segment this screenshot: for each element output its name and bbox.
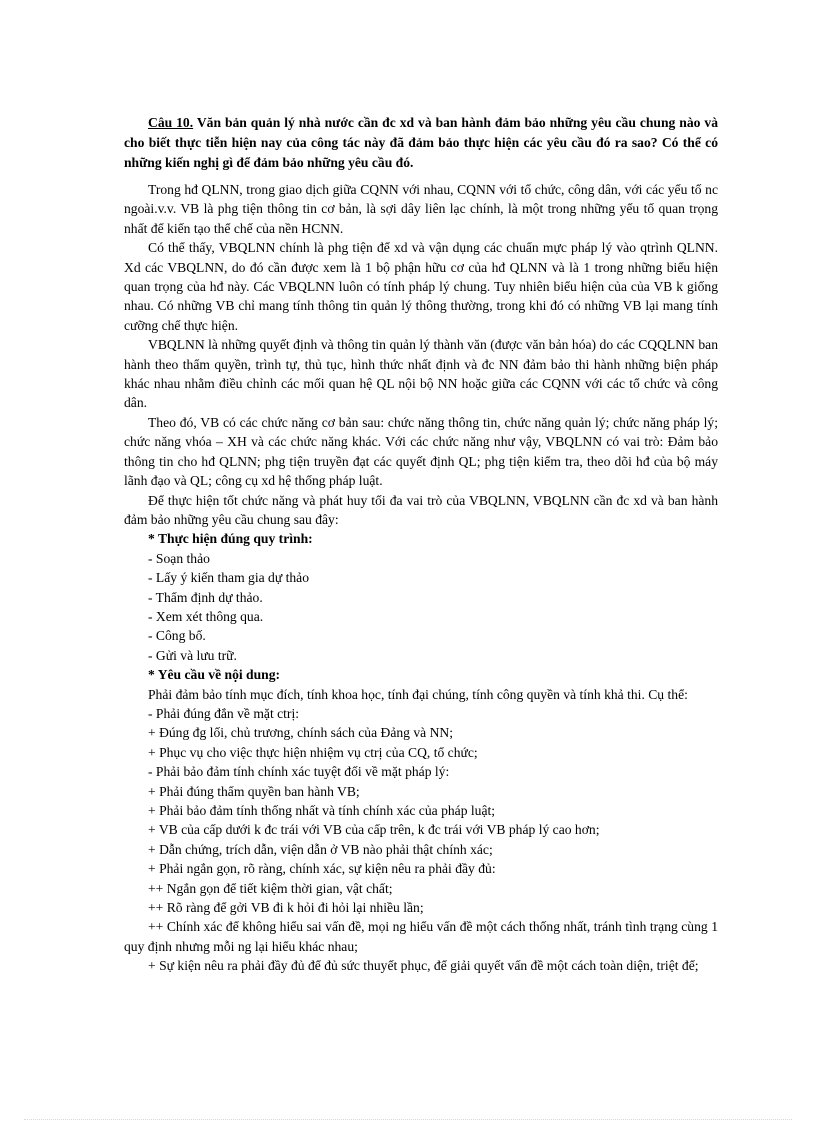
list-item: - Gửi và lưu trữ. bbox=[148, 647, 237, 663]
list-item: + VB của cấp dưới k đc trái với VB của cấp trên, k đc trái với VB pháp lý cao hơn; bbox=[148, 822, 600, 838]
list-item: + Phục vụ cho việc thực hiện nhiệm vụ ctrị của CQ, tổ chức; bbox=[148, 744, 478, 760]
paragraph-8: + Sự kiện nêu ra phải đầy đủ để đủ sức thuyết phục, để giải quyết vấn đề một cách toàn diện, triệt để; bbox=[148, 958, 699, 974]
paragraph-5: Để thực hiện tốt chức năng và phát huy tối đa vai trò của VBQLNN, VBQLNN cần đc xd và ban hành đảm bảo những yêu cầu chung sau đây: bbox=[124, 492, 718, 527]
paragraph-2: Có thể thấy, VBQLNN chính là phg tiện để xd và vận dụng các chuẩn mực pháp lý vào qtrình QLNN. Xd các VBQLNN, do đó cần được xem là 1 bộ phận hữu cơ của hđ QLNN và là 1 trong những biểu hiện quan trọng của hđ này. Các VBQLNN luôn có tính pháp lý chung. Tuy nhiên biểu hiện của của VB k giống nhau. Có những VB chỉ mang tính thông tin quản lý thông thường, trong khi đó có những VB lại mang tính cưỡng chế thực hiện. bbox=[124, 240, 718, 333]
paragraph-4: Theo đó, VB có các chức năng cơ bản sau: chức năng thông tin, chức năng quản lý; chức năng pháp lý; chức năng vhóa – XH và các chức năng khác. Với các chức năng như vậy, VBQLNN có vai trò: Đảm bảo thông tin cho hđ QLNN; phg tiện truyền đạt các quyết định QL; phg tiện kiểm tra, theo dõi hđ của bộ máy lãnh đạo và QL; công cụ xd hệ thống pháp luật. bbox=[124, 414, 718, 489]
list-item: - Xem xét thông qua. bbox=[148, 608, 264, 624]
list-item: + Phải đúng thẩm quyền ban hành VB; bbox=[148, 783, 360, 799]
list-item: - Phải bảo đảm tính chính xác tuyệt đối về mặt pháp lý: bbox=[148, 764, 450, 780]
list-item: - Lấy ý kiến tham gia dự thảo bbox=[148, 570, 310, 586]
list-item: - Công bố. bbox=[148, 628, 206, 644]
page-bottom-divider bbox=[24, 1119, 792, 1120]
paragraph-1: Trong hđ QLNN, trong giao dịch giữa CQNN với nhau, CQNN với tổ chức, công dân, với các yếu tố nc ngoài.v.v. VB là phg tiện thông tin cơ bản, là sợi dây liên lạc chính, là một trong những yếu tố quan trọng nhất để kiến tạo thể chế của nền HCNN. bbox=[124, 182, 718, 236]
list-item: + Phải ngắn gọn, rõ ràng, chính xác, sự kiện nêu ra phải đầy đủ: bbox=[148, 861, 496, 877]
question-number: Câu 10. bbox=[148, 115, 194, 130]
question-text: Văn bản quản lý nhà nước cần đc xd và ban hành đảm bảo những yêu cầu chung nào và cho biết thực tiễn hiện nay của công tác này đã đảm bảo thực hiện các yêu cầu đó ra sao? Có thể có những kiến nghị gì để đảm bảo những yêu cầu đó. bbox=[124, 115, 718, 170]
list-item: + Đúng đg lối, chủ trương, chính sách của Đảng và NN; bbox=[148, 725, 453, 741]
document-body bbox=[124, 113, 718, 976]
question-heading bbox=[124, 113, 718, 173]
subheading-procedure: * Thực hiện đúng quy trình: bbox=[148, 531, 313, 547]
paragraph-6: Phải đảm bảo tính mục đích, tính khoa học, tính đại chúng, tính công quyền và tính khả thi. Cụ thể: bbox=[148, 686, 688, 702]
list-item: ++ Ngắn gọn để tiết kiệm thời gian, vật chất; bbox=[148, 880, 393, 896]
list-item: ++ Rõ ràng để gởi VB đi k hỏi đi hỏi lại nhiều lần; bbox=[148, 900, 424, 916]
list-item: - Thẩm định dự thảo. bbox=[148, 589, 263, 605]
subheading-content: * Yêu cầu về nội dung: bbox=[148, 667, 281, 683]
list-item: + Dẫn chứng, trích dẫn, viện dẫn ở VB nào phải thật chính xác; bbox=[148, 841, 493, 857]
list-item: + Phải bảo đảm tính thống nhất và tính chính xác của pháp luật; bbox=[148, 803, 496, 818]
list-item: - Soạn thảo bbox=[148, 550, 210, 566]
paragraph-3: VBQLNN là những quyết định và thông tin quản lý thành văn (được văn bản hóa) do các CQQLNN ban hành theo thẩm quyền, trình tự, thủ tục, hình thức nhất định và đc NN đảm bảo thi hành những biện pháp khác nhau nhằm điều chỉnh các mối quan hệ QL nội bộ NN hoặc giữa các CQNN với các tổ chức và công dân. bbox=[124, 337, 718, 411]
list-item: - Phải đúng đắn về mặt ctrị: bbox=[148, 705, 300, 721]
paragraph-7: ++ Chính xác để không hiểu sai vấn đề, mọi ng hiểu vấn đề một cách thống nhất, tránh tình trạng cùng 1 quy định nhưng mỗi ng lại hiểu khác nhau; bbox=[124, 919, 718, 954]
